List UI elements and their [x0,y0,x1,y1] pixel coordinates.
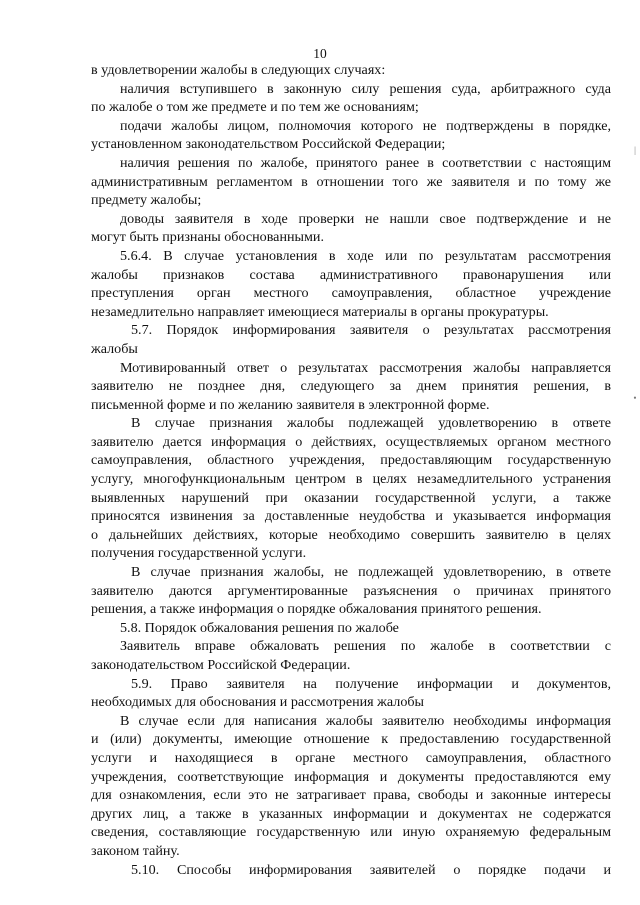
text-line: доводы заявителя в ходе проверки не нашли свое подтверждение и не [120,210,611,227]
text-line: других лиц, а также в указанных информации и документах не содержатся [91,805,611,822]
text-line: учреждения, соответствующие информация и документы предоставляются ему [91,768,611,785]
document-body [91,61,611,879]
text-line: по жалобе о том же предмете и по тем же основаниям; [91,99,419,116]
text-line: административным регламентом в отношении того же заявителя и по тому же [91,173,611,190]
text-line: могут быть признаны обоснованными. [91,229,324,246]
text-line: заявителю дается информация о действиях, осуществляемых органом местного [91,433,611,450]
text-line: Заявитель вправе обжаловать решения по жалобе в соответствии с [120,638,611,655]
text-line: приносятся извинения за доставленные неудобства и указывается информация [91,508,611,525]
margin-mark: • [633,393,637,403]
text-line: установленном законодательством Российской Федерации; [91,136,446,153]
text-line: решения, а также информация о порядке обжалования принятого решения. [91,601,542,618]
text-line: необходимых для обоснования и рассмотрения жалобы [91,694,425,711]
text-line: для ознакомления, если это не затрагивает права, свободы и законные интересы [91,787,611,804]
text-line: подачи жалобы лицом, полномочия которого не подтверждены в порядке, [120,117,611,134]
text-line: письменной форме и по желанию заявителя в электронной форме. [91,396,490,413]
text-line: Мотивированный ответ о результатах рассмотрения жалобы направляется [120,359,611,376]
text-line: жалобы [91,340,138,357]
text-line: законом тайну. [91,842,180,859]
text-line: незамедлительно направляет имеющиеся материалы в органы прокуратуры. [91,303,549,320]
text-line: в удовлетворении жалобы в следующих случаях: [91,62,386,78]
text-line: жалобы признаков состава административного правонарушения или [91,266,611,283]
text-line: и (или) документы, имеющие отношение к предоставлению государственной [91,731,611,748]
text-line: предмету жалобы; [91,192,202,209]
text-line: В случае признания жалобы подлежащей удовлетворению в ответе [131,415,611,432]
text-line: наличия решения по жалобе, принятого ранее в соответствии с настоящим [120,154,611,171]
text-line: 5.8. Порядок обжалования решения по жалобе [120,619,399,636]
text-line: В случае признания жалобы, не подлежащей удовлетворению, в ответе [131,564,611,581]
text-line: преступления орган местного самоуправления, областное учреждение [91,285,611,302]
text-line: 5.6.4. В случае установления в ходе или по результатам рассмотрения [120,247,611,264]
text-line: о дальнейших действиях, которые необходимо совершить заявителю в целях [91,526,611,543]
text-line: заявителю даются аргументированные разъяснения о причинах принятого [91,582,611,599]
text-line: получения государственной услуги. [91,545,307,562]
page-number: 10 [313,46,327,61]
text-line: наличия вступившего в законную силу решения суда, арбитражного суда [120,80,611,97]
text-line: услуги и находящиеся в органе местного самоуправления, областного [91,749,611,766]
text-line: выявленных нарушений при оказании государственной услуги, а также [91,489,611,506]
text-line: 5.7. Порядок информирования заявителя о результатах рассмотрения [131,322,611,339]
text-line: самоуправления, областного учреждения, предоставляющим государственную [91,452,611,469]
text-line: законодательством Российской Федерации. [91,657,351,673]
text-line: сведения, составляющие государственную или иную охраняемую федеральным [91,824,611,841]
text-line: заявителю не позднее дня, следующего за днем принятия решения, в [91,378,611,395]
text-line: 5.10. Способы информирования заявителей о порядке подачи и [131,861,611,878]
margin-mark: | [634,145,636,155]
text-line: услугу, многофункциональным центром в целях незамедлительного устранения [91,471,611,488]
text-line: В случае если для написания жалобы заявителю необходимы информация [120,712,611,729]
text-line: 5.9. Право заявителя на получение информации и документов, [131,675,611,692]
